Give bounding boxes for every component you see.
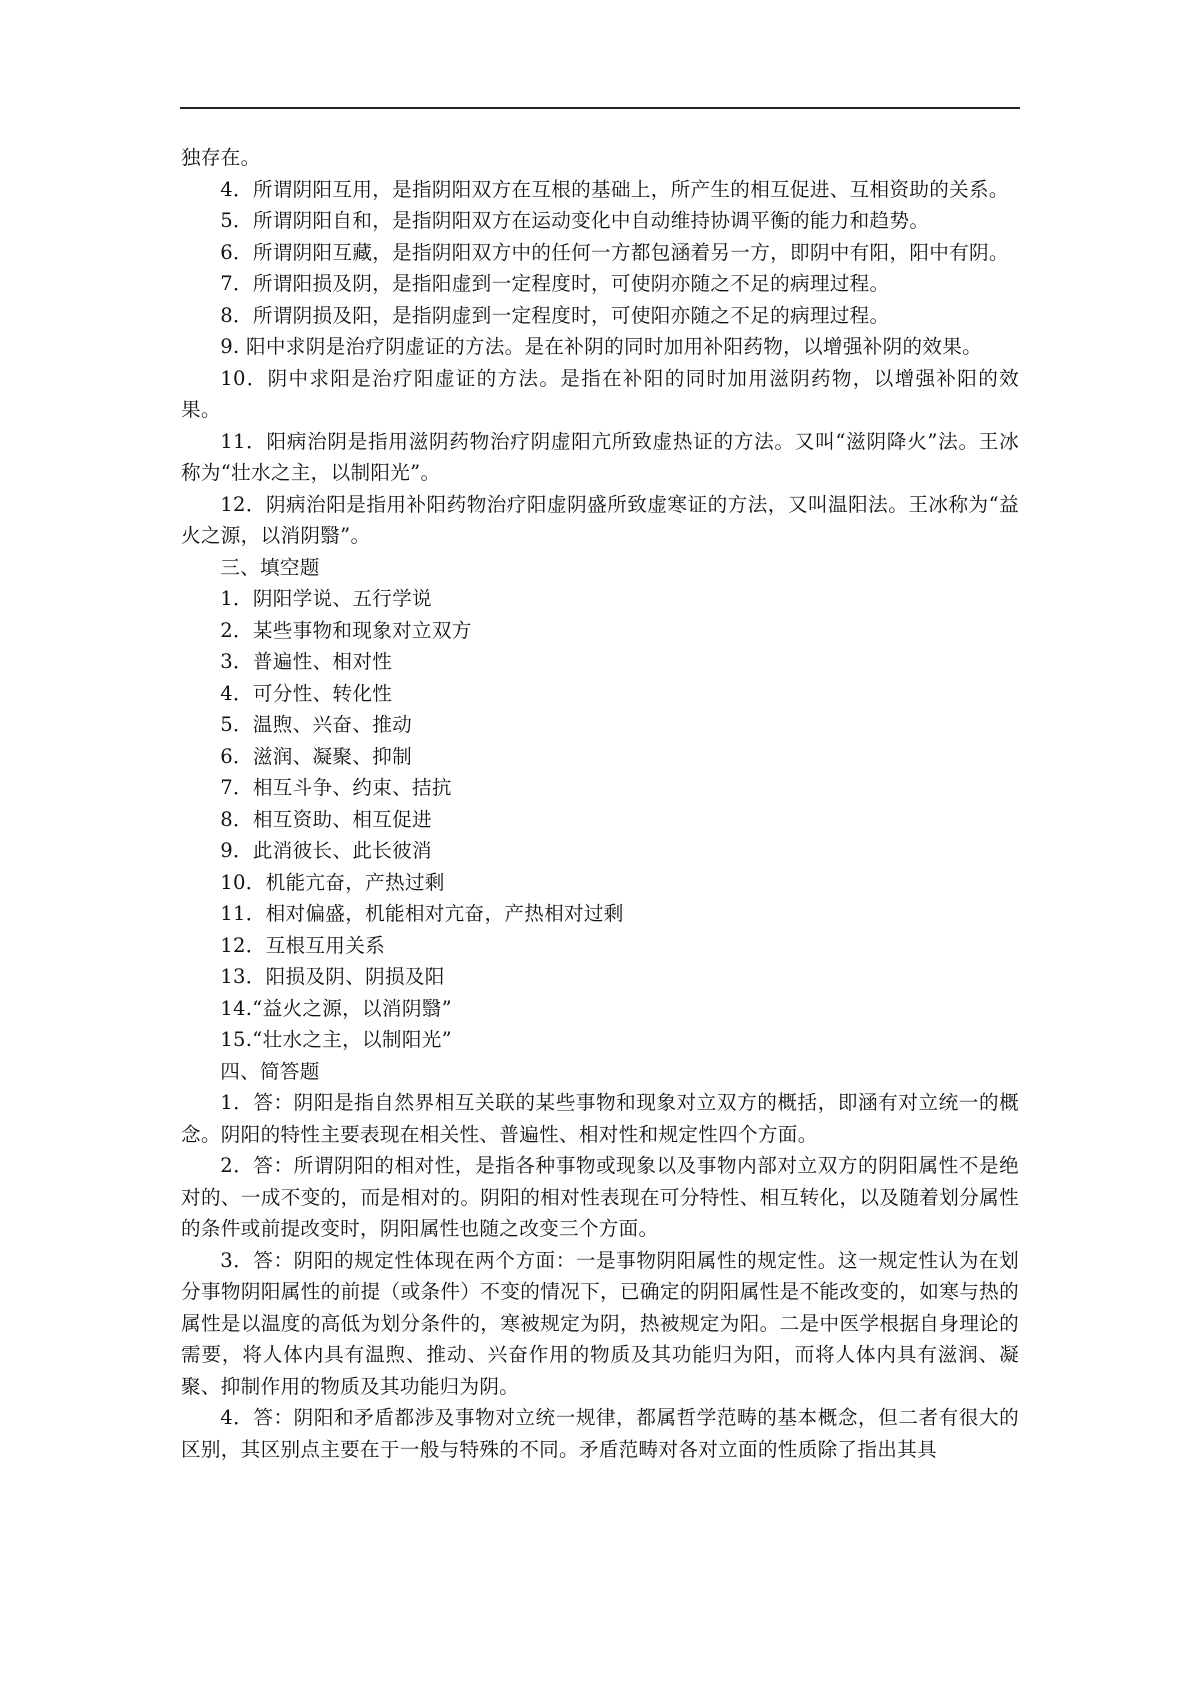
- document-body: [181, 142, 1019, 1465]
- paragraph: 10．机能亢奋，产热过剩: [220, 870, 445, 894]
- paragraph: 13．阳损及阴、阴损及阳: [220, 965, 445, 988]
- paragraph: 10．阴中求阳是治疗阳虚证的方法。是指在补阳的同时加用滋阴药物，以增强补阳的效果。: [181, 366, 1019, 421]
- paragraph: 2．某些事物和现象对立双方: [220, 618, 472, 642]
- header-rule: [180, 107, 1020, 109]
- paragraph: 14.“益火之源，以消阴翳”: [220, 996, 452, 1020]
- paragraph: 三、填空题: [220, 555, 320, 579]
- paragraph: 4．可分性、转化性: [220, 681, 393, 705]
- paragraph: 4．所谓阴阳互用，是指阴阳双方在互根的基础上，所产生的相互促进、互相资助的关系。: [220, 177, 1009, 201]
- paragraph: 四、简答题: [220, 1059, 320, 1083]
- paragraph: 1．答：阴阳是指自然界相互关联的某些事物和现象对立双方的概括，即涵有对立统一的概念。阴阳的特性主要表现在相关性、普遍性、相对性和规定性四个方面。: [181, 1091, 1019, 1146]
- paragraph: 1．阴阳学说、五行学说: [220, 587, 432, 610]
- paragraph: 7．相互斗争、约束、拮抗: [220, 776, 452, 799]
- paragraph: 5．温煦、兴奋、推动: [220, 713, 412, 736]
- paragraph: 12．互根互用关系: [220, 933, 385, 957]
- paragraph: 8．所谓阴损及阳，是指阴虚到一定程度时，可使阳亦随之不足的病理过程。: [220, 303, 890, 327]
- paragraph: 6．所谓阴阳互藏，是指阴阳双方中的任何一方都包涵着另一方，即阴中有阳，阳中有阴。: [220, 240, 1009, 264]
- paragraph: 7．所谓阳损及阴，是指阳虚到一定程度时，可使阴亦随之不足的病理过程。: [220, 272, 890, 295]
- paragraph: 11．相对偏盛，机能相对亢奋，产热相对过剩: [220, 902, 624, 925]
- paragraph: 8．相互资助、相互促进: [220, 807, 432, 831]
- paragraph: 6．滋润、凝聚、抑制: [220, 744, 412, 768]
- paragraph: 15.“壮水之主，以制阳光”: [220, 1028, 452, 1051]
- paragraph: 3．普遍性、相对性: [220, 650, 393, 673]
- paragraph: 11．阳病治阴是指用滋阴药物治疗阴虚阳亢所致虚热证的方法。又叫“滋阴降火”法。王冰称为“壮水之主，以制阳光”。: [181, 429, 1019, 484]
- paragraph: 2．答：所谓阴阳的相对性，是指各种事物或现象以及事物内部对立双方的阴阳属性不是绝对的、一成不变的，而是相对的。阴阳的相对性表现在可分特性、相互转化，以及随着划分属性的条件或前提改变时，阴阳属性也随之改变三个方面。: [181, 1154, 1019, 1240]
- paragraph: 9．此消彼长、此长彼消: [220, 839, 432, 862]
- paragraph: 12．阴病治阳是指用补阳药物治疗阳虚阴盛所致虚寒证的方法，又叫温阳法。王冰称为“益火之源，以消阴翳”。: [181, 492, 1019, 547]
- paragraph: 9. 阳中求阴是治疗阴虚证的方法。是在补阴的同时加用补阳药物，以增强补阴的效果。: [220, 335, 983, 358]
- paragraph: 独存在。: [181, 146, 261, 169]
- paragraph: 5．所谓阴阳自和，是指阴阳双方在运动变化中自动维持协调平衡的能力和趋势。: [220, 209, 930, 232]
- paragraph: 3．答：阴阳的规定性体现在两个方面：一是事物阴阳属性的规定性。这一规定性认为在划分事物阴阳属性的前提（或条件）不变的情况下，已确定的阴阳属性是不能改变的，如寒与热的属性是以温度的高低为划分条件的，寒被规定为阴，热被规定为阳。二是中医学根据自身理论的需要，将人体内具有温煦、推动、兴奋作用的物质及其功能归为阳，而将人体内具有滋润、凝聚、抑制作用的物质及其功能归为阴。: [181, 1248, 1019, 1398]
- paragraph: 4．答：阴阳和矛盾都涉及事物对立统一规律，都属哲学范畴的基本概念，但二者有很大的区别，其区别点主要在于一般与特殊的不同。矛盾范畴对各对立面的性质除了指出其具: [181, 1406, 1019, 1461]
